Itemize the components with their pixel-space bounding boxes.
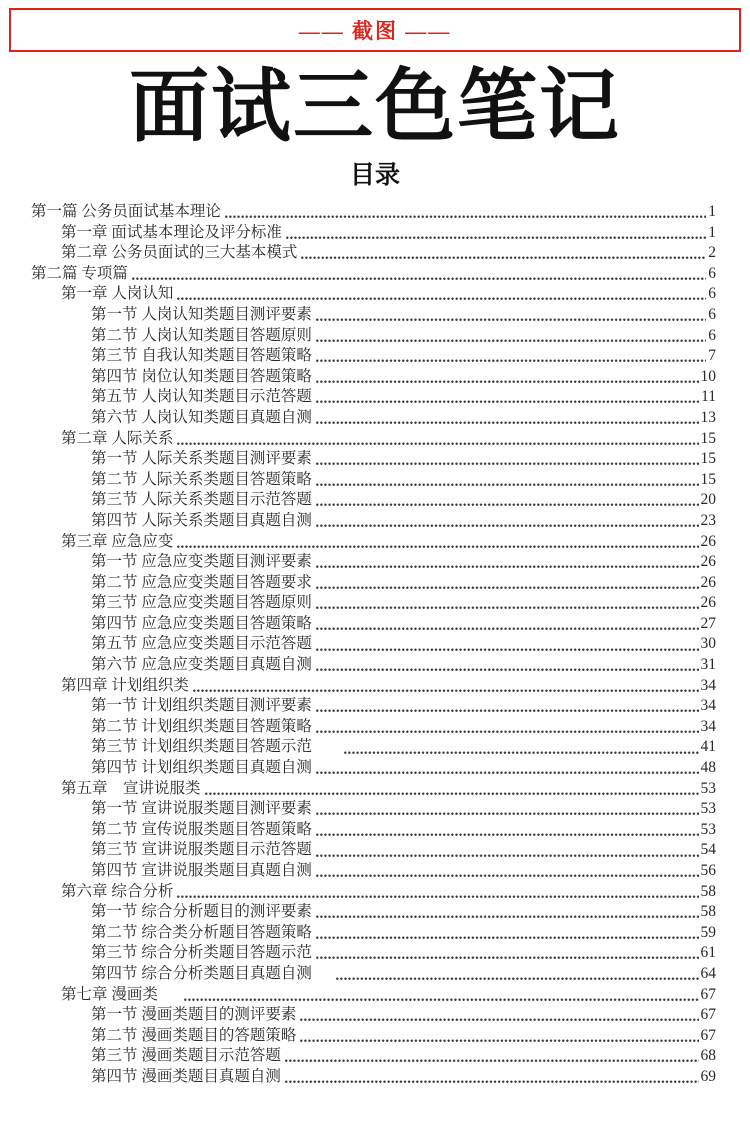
toc-entry-title: 第一节 计划组织类题目测评要素 [91, 697, 312, 715]
toc-entry-title: 第四节 计划组织类题目真题自测 [91, 759, 312, 777]
toc-dot-leader [286, 236, 706, 240]
toc-page-number: 31 [700, 656, 716, 674]
toc-page-number: 2 [708, 244, 716, 262]
toc-dot-leader [300, 1039, 698, 1043]
toc-row [31, 346, 716, 367]
toc-entry-title: 第四节 人际关系类题目真题自测 [91, 511, 312, 529]
toc-row [31, 676, 716, 697]
toc-row [31, 387, 716, 408]
toc-row [31, 1005, 716, 1026]
toc-entry-title: 第一篇 公务员面试基本理论 [31, 203, 221, 220]
toc-entry-title: 第二章 公务员面试的三大基本模式 [61, 244, 298, 262]
toc-row [31, 758, 716, 779]
toc-page-number: 34 [700, 676, 716, 694]
toc-dot-leader [316, 339, 706, 343]
toc-dot-leader [316, 359, 706, 363]
toc-row [31, 202, 716, 223]
screenshot-banner-label: —— 截图 —— [298, 19, 452, 43]
toc-row [31, 326, 716, 347]
toc-page-number: 20 [700, 491, 716, 509]
toc-dot-leader [316, 812, 699, 816]
toc-row [31, 902, 716, 923]
toc-entry-title: 第四节 岗位认知类题目答题策略 [91, 367, 312, 385]
toc-entry-title: 第二节 宣传说服类题目答题策略 [91, 820, 312, 838]
toc-page-number: 6 [708, 285, 716, 303]
toc-page-number: 56 [700, 862, 716, 879]
toc-dot-leader [132, 277, 706, 281]
toc-row [31, 923, 716, 944]
toc-entry-title: 第三节 漫画类题目示范答题 [91, 1047, 281, 1065]
toc-page-number: 11 [701, 388, 716, 406]
toc-page-number: 26 [700, 532, 716, 550]
toc-row [31, 284, 716, 305]
toc-page-number: 53 [700, 779, 716, 797]
toc-dot-leader [205, 792, 699, 796]
toc-entry-title: 第三节 计划组织类题目答题示范 [91, 738, 312, 756]
toc-page-number: 53 [700, 800, 716, 818]
toc-row [31, 717, 716, 738]
toc-entry-title: 第二节 综合类分析题目答题策略 [91, 923, 312, 941]
toc-row [31, 861, 716, 882]
toc-row [31, 1046, 716, 1067]
toc-page-number: 41 [700, 738, 716, 756]
toc-entry-title: 第四节 漫画类题目真题自测 [91, 1067, 281, 1085]
toc-page-number: 6 [708, 326, 716, 344]
toc-row [31, 470, 716, 491]
toc-page-number: 67 [700, 1006, 716, 1024]
toc-page-number: 61 [700, 944, 716, 962]
toc-entry-title: 第七章 漫画类 [61, 985, 158, 1003]
toc-dot-leader [301, 256, 706, 260]
toc-page-number: 58 [700, 903, 716, 921]
toc-row [31, 593, 716, 614]
toc-page-number: 69 [700, 1067, 716, 1085]
toc-dot-leader [184, 998, 699, 1002]
toc-page-number: 10 [700, 367, 716, 385]
toc-page-number: 13 [700, 408, 716, 426]
toc-dot-leader [316, 915, 699, 919]
toc-dot-leader [177, 297, 706, 301]
toc-page-number: 1 [708, 223, 716, 241]
toc-dot-leader [193, 689, 699, 693]
toc-entry-title: 第一节 人际关系类题目测评要素 [91, 450, 312, 468]
toc-page-number: 6 [708, 264, 716, 282]
toc-entry-title: 第一节 宣讲说服类题目测评要素 [91, 800, 312, 818]
toc-entry-title: 第二节 计划组织类题目答题策略 [91, 717, 312, 735]
toc-row [31, 1067, 716, 1088]
toc-page-number: 7 [708, 347, 716, 365]
toc-row [31, 840, 716, 861]
toc-page-number: 48 [700, 759, 716, 777]
toc-row [31, 964, 716, 985]
toc-page-number: 67 [700, 985, 716, 1003]
toc-page-number: 26 [700, 573, 716, 591]
toc-dot-leader [316, 627, 699, 631]
toc-dot-leader [316, 606, 699, 610]
toc-entry-title: 第三节 宣讲说服类题目示范答题 [91, 841, 312, 859]
toc-row [31, 552, 716, 573]
toc-page-number: 34 [700, 697, 716, 715]
toc-row [31, 532, 716, 553]
toc-entry-title: 第二篇 专项篇 [31, 264, 128, 282]
toc-page-number: 26 [700, 594, 716, 612]
toc-dot-leader [316, 524, 699, 528]
toc-dot-leader [177, 895, 698, 899]
toc-dot-leader [316, 462, 699, 466]
toc-entry-title: 第五章 宣讲说服类 [61, 779, 201, 797]
toc-page-number: 15 [700, 470, 716, 488]
toc-row [31, 449, 716, 470]
toc-dot-leader [316, 483, 699, 487]
toc-entry-title: 第二节 应急应变类题目答题要求 [91, 573, 312, 591]
toc-page-number: 53 [700, 820, 716, 838]
toc-dot-leader [316, 400, 699, 404]
toc-dot-leader [316, 318, 706, 322]
toc-entry-title: 第三节 应急应变类题目答题原则 [91, 594, 312, 612]
toc-dot-leader [316, 709, 699, 713]
toc-page-number: 27 [700, 614, 716, 632]
toc-row [31, 243, 716, 264]
toc-dot-leader [177, 545, 698, 549]
toc-dot-leader [316, 668, 699, 672]
toc-leader-gap [312, 737, 340, 738]
toc-page-number: 54 [700, 841, 716, 859]
toc-entry-title: 第一章 人岗认知 [61, 285, 174, 303]
document-page [0, 8, 750, 1130]
toc-dot-leader [285, 1059, 699, 1063]
toc-page-number: 58 [700, 882, 716, 900]
toc-entry-title: 第一章 面试基本理论及评分标准 [61, 223, 282, 241]
toc-entry-title: 第二节 人岗认知类题目答题原则 [91, 326, 312, 344]
toc-page-number: 15 [700, 450, 716, 468]
toc-row [31, 799, 716, 820]
toc-dot-leader [344, 751, 699, 755]
toc-page-number: 30 [700, 635, 716, 653]
toc-leader-gap [158, 985, 180, 986]
toc-row [31, 820, 716, 841]
toc-page-number: 59 [700, 923, 716, 941]
toc-dot-leader [316, 380, 699, 384]
toc-dot-leader [316, 833, 699, 837]
toc-entry-title: 第五节 人岗认知类题目示范答题 [91, 388, 312, 406]
toc-entry-title: 第三章 应急应变 [61, 532, 174, 550]
toc-row [31, 305, 716, 326]
toc-row [31, 429, 716, 450]
toc-page-number: 34 [700, 717, 716, 735]
toc-entry-title: 第一节 应急应变类题目测评要素 [91, 553, 312, 571]
toc-row [31, 264, 716, 285]
toc-dot-leader [316, 956, 699, 960]
toc-row [31, 614, 716, 635]
toc-dot-leader [300, 1018, 698, 1022]
toc-entry-title: 第四节 应急应变类题目答题策略 [91, 614, 312, 632]
toc-dot-leader [316, 586, 699, 590]
toc-row [31, 573, 716, 594]
toc-dot-leader [316, 854, 699, 858]
toc-entry-title: 第四章 计划组织类 [61, 676, 189, 694]
toc-row [31, 634, 716, 655]
toc-dot-leader [316, 874, 699, 878]
toc-entry-title: 第三节 自我认知类题目答题策略 [91, 347, 312, 365]
toc-dot-leader [316, 771, 699, 775]
toc-row [31, 223, 716, 244]
toc-dot-leader [316, 565, 699, 569]
toc-row [31, 367, 716, 388]
toc-page-number: 64 [700, 964, 716, 982]
toc-page-number: 6 [708, 305, 716, 323]
toc-entry-title: 第三节 人际关系类题目示范答题 [91, 491, 312, 509]
toc-entry-title: 第四节 综合分析类题目真题自测 [91, 964, 312, 982]
toc-page-number: 67 [700, 1026, 716, 1044]
toc-row [31, 490, 716, 511]
toc-entry-title: 第五节 应急应变类题目示范答题 [91, 635, 312, 653]
toc-row [31, 737, 716, 758]
toc-entry-title: 第三节 综合分析类题目答题示范 [91, 944, 312, 962]
toc-entry-title: 第六章 综合分析 [61, 882, 174, 900]
toc-page-number: 1 [708, 203, 716, 220]
toc-page-number: 15 [700, 429, 716, 447]
toc-dot-leader [316, 421, 699, 425]
toc-dot-leader [316, 936, 699, 940]
toc-dot-leader [316, 730, 699, 734]
toc-dot-leader [225, 215, 706, 219]
toc-row [31, 882, 716, 903]
toc-list [31, 202, 716, 1088]
toc-heading: 目录 [349, 162, 400, 189]
toc-page-number: 23 [700, 511, 716, 529]
toc-entry-title: 第一节 漫画类题目的测评要素 [91, 1006, 297, 1024]
toc-row [31, 943, 716, 964]
toc-row [31, 655, 716, 676]
toc-dot-leader [285, 1080, 699, 1084]
toc-entry-title: 第四节 宣讲说服类题目真题自测 [91, 862, 312, 879]
toc-leader-gap [312, 964, 332, 965]
toc-entry-title: 第一节 综合分析题目的测评要素 [91, 903, 312, 921]
toc-row [31, 1026, 716, 1047]
toc-row [31, 696, 716, 717]
toc-dot-leader [336, 977, 699, 981]
toc-dot-leader [316, 648, 699, 652]
toc-dot-leader [177, 442, 698, 446]
toc-entry-title: 第二节 人际关系类题目答题策略 [91, 470, 312, 488]
toc-row [31, 779, 716, 800]
toc-row [31, 408, 716, 429]
toc-entry-title: 第二章 人际关系 [61, 429, 174, 447]
toc-page-number: 68 [700, 1047, 716, 1065]
toc-row [31, 511, 716, 532]
toc-row [31, 985, 716, 1006]
toc-entry-title: 第一节 人岗认知类题目测评要素 [91, 305, 312, 323]
toc-entry-title: 第六节 应急应变类题目真题自测 [91, 656, 312, 674]
toc-entry-title: 第六节 人岗认知类题目真题自测 [91, 408, 312, 426]
toc-page-number: 26 [700, 553, 716, 571]
toc-dot-leader [316, 503, 699, 507]
document-title: 面试三色笔记 [129, 64, 621, 152]
screenshot-banner [9, 8, 741, 52]
toc-entry-title: 第二节 漫画类题目的答题策略 [91, 1026, 297, 1044]
